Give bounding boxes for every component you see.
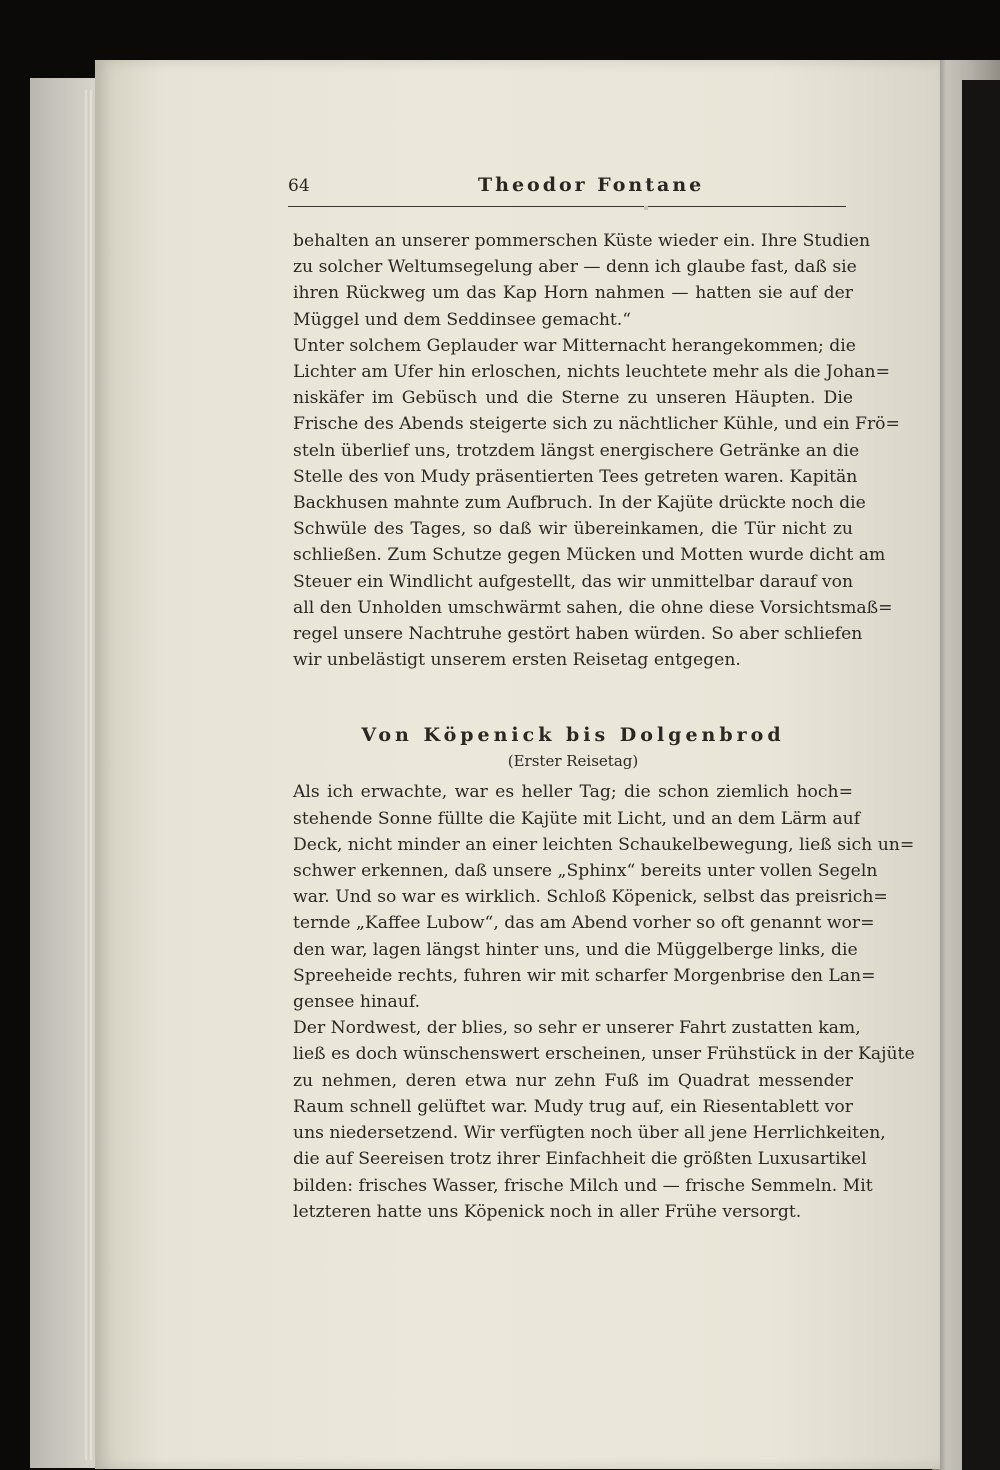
section-subtitle: (Erster Reisetag): [507, 752, 639, 771]
text-line: ließ es doch wünschenswert erscheinen, unser Frühstück in der Kajüte: [293, 1044, 915, 1065]
text-line: ihren Rückweg um das Kap Horn nahmen — hatten sie auf der: [293, 283, 853, 304]
section-title: Von Köpenick bis Dolgenbrod: [361, 724, 785, 747]
text-line: all den Unholden umschwärmt sahen, die ohne diese Vorsichtsmaß=: [293, 597, 893, 618]
text-line: regel unsere Nachtruhe gestört haben würden. So aber schliefen: [293, 624, 863, 645]
text-line: letzteren hatte uns Köpenick noch in aller Frühe versorgt.: [293, 1201, 802, 1222]
text-line: Stelle des von Mudy präsentierten Tees getreten waren. Kapitän: [293, 466, 858, 487]
paragraph: [293, 228, 871, 333]
top-paragraphs: [293, 228, 900, 673]
text-line: gensee hinauf.: [293, 992, 421, 1013]
text-line: stehende Sonne füllte die Kajüte mit Licht, und an dem Lärm auf: [293, 808, 861, 829]
text-line: uns niedersetzend. Wir verfügten noch über all jene Herrlichkeiten,: [293, 1123, 886, 1144]
background-gap: [962, 80, 1000, 1470]
text-line: Unter solchem Geplauder war Mitternacht herangekommen; die: [293, 335, 856, 356]
bottom-paragraphs: [293, 779, 915, 1224]
page-number: 64: [288, 176, 310, 196]
text-line: Müggel und dem Seddinsee gemacht.“: [293, 309, 632, 330]
running-head: Theodor Fontane: [478, 174, 705, 196]
book-cover-right: [932, 60, 1000, 1470]
text-line: Raum schnell gelüftet war. Mudy trug auf, ein Riesentablett vor: [293, 1096, 853, 1117]
paper-speck: [644, 206, 648, 210]
text-line: die auf Seereisen trotz ihrer Einfachheit die größten Luxusartikel: [293, 1149, 867, 1170]
body-text: [293, 228, 915, 1225]
text-line: bilden: frisches Wasser, frische Milch und — frische Semmeln. Mit: [293, 1175, 873, 1196]
paragraph: [293, 779, 915, 1015]
text-line: Spreeheide rechts, fuhren wir mit scharfer Morgenbrise den Lan=: [293, 965, 876, 986]
text-line: Deck, nicht minder an einer leichten Schaukelbewegung, ließ sich un=: [293, 834, 915, 855]
page-header: [288, 176, 846, 207]
text-line: schließen. Zum Schutze gegen Mücken und Motten wurde dicht am: [293, 545, 886, 566]
text-line: den war, lagen längst hinter uns, und die Müggelberge links, die: [293, 939, 858, 960]
text-line: zu solcher Weltumsegelung aber — denn ich glaube fast, daß sie: [293, 257, 857, 278]
paragraph: [293, 333, 900, 674]
text-line: Lichter am Ufer hin erloschen, nichts leuchtete mehr als die Johan=: [293, 362, 890, 383]
text-line: niskäfer im Gebüsch und die Sterne zu unseren Häupten. Die: [293, 388, 853, 409]
text-line: ternde „Kaffee Lubow“, das am Abend vorher so oft genannt wor=: [293, 913, 875, 934]
text-line: zu nehmen, deren etwa nur zehn Fuß im Quadrat messender: [293, 1070, 853, 1091]
text-line: schwer erkennen, daß unsere „Sphinx“ bereits unter vollen Segeln: [293, 861, 878, 882]
text-line: steln überlief uns, trotzdem längst energischere Getränke an die: [293, 440, 860, 461]
text-line: wir unbelästigt unserem ersten Reisetag entgegen.: [293, 650, 741, 671]
text-line: behalten an unserer pommerschen Küste wieder ein. Ihre Studien: [293, 231, 871, 251]
text-line: Der Nordwest, der blies, so sehr er unserer Fahrt zustatten kam,: [293, 1018, 861, 1039]
text-line: Frische des Abends steigerte sich zu nächtlicher Kühle, und ein Frö=: [293, 414, 900, 435]
text-line: Steuer ein Windlicht aufgestellt, das wir unmittelbar darauf von: [293, 571, 854, 592]
text-line: Schwüle des Tages, so daß wir übereinkamen, die Tür nicht zu: [293, 519, 853, 540]
text-line: Als ich erwachte, war es heller Tag; die schon ziemlich hoch=: [293, 782, 853, 803]
text-line: war. Und so war es wirklich. Schloß Köpenick, selbst das preisrich=: [293, 887, 888, 908]
paragraph: [293, 1015, 915, 1225]
text-line: Backhusen mahnte zum Aufbruch. In der Kajüte drückte noch die: [293, 493, 866, 514]
